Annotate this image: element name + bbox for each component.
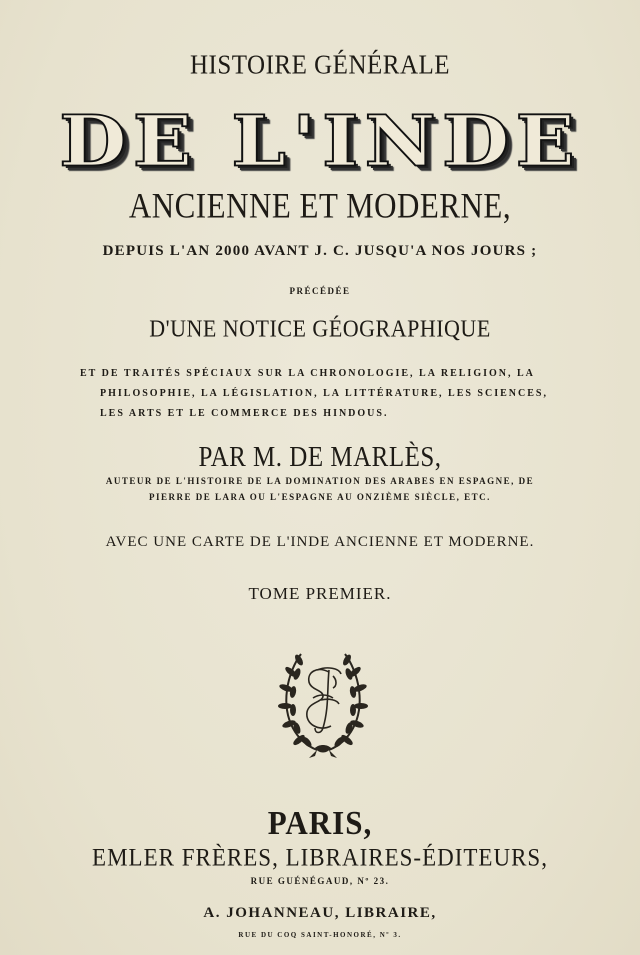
imprint-bookseller-address: RUE DU COQ SAINT-HONORÉ, Nº 3. (238, 931, 402, 939)
map-note: AVEC UNE CARTE DE L'INDE ANCIENNE ET MODERNE. (105, 534, 535, 550)
imprint-bookseller: A. JOHANNEAU, LIBRAIRE, (203, 905, 437, 921)
imprint-publisher: EMLER FRÈRES, LIBRAIRES-ÉDITEURS, (92, 843, 548, 872)
date-range: DEPUIS L'AN 2000 AVANT J. C. JUSQU'A NOS JOURS ; (102, 243, 538, 259)
monogram-wreath-icon (277, 650, 369, 758)
preceded-label: PRÉCÉDÉE (289, 286, 351, 296)
treatises-line-3: LES ARTS ET LE COMMERCE DES HINDOUS. (100, 408, 389, 419)
main-title: DE L'INDE (59, 100, 581, 183)
treatises-line-1: ET DE TRAITÉS SPÉCIAUX SUR LA CHRONOLOGIE, LA RELIGION, LA (80, 368, 535, 379)
imprint-publisher-address: RUE GUÉNÉGAUD, Nº 23. (250, 876, 390, 886)
treatises-line-2: PHILOSOPHIE, LA LÉGISLATION, LA LITTÉRATURE, LES SCIENCES, (100, 388, 548, 399)
series-title: HISTOIRE GÉNÉRALE (189, 50, 451, 81)
author-credits-line-2: PIERRE DE LARA OU L'ESPAGNE AU ONZIÈME SIÈCLE, ETC. (149, 492, 491, 502)
author-credits-line-1: AUTEUR DE L'HISTOIRE DE LA DOMINATION DES ARABES EN ESPAGNE, DE (105, 476, 535, 486)
subtitle: ANCIENNE ET MODERNE, (128, 185, 512, 226)
notice-line: D'UNE NOTICE GÉOGRAPHIQUE (149, 314, 491, 343)
treatises-paragraph (80, 364, 576, 424)
imprint-city: PARIS, (267, 803, 373, 842)
author-line: PAR M. DE MARLÈS, (198, 441, 442, 473)
volume-label: TOME PREMIER. (248, 584, 392, 603)
